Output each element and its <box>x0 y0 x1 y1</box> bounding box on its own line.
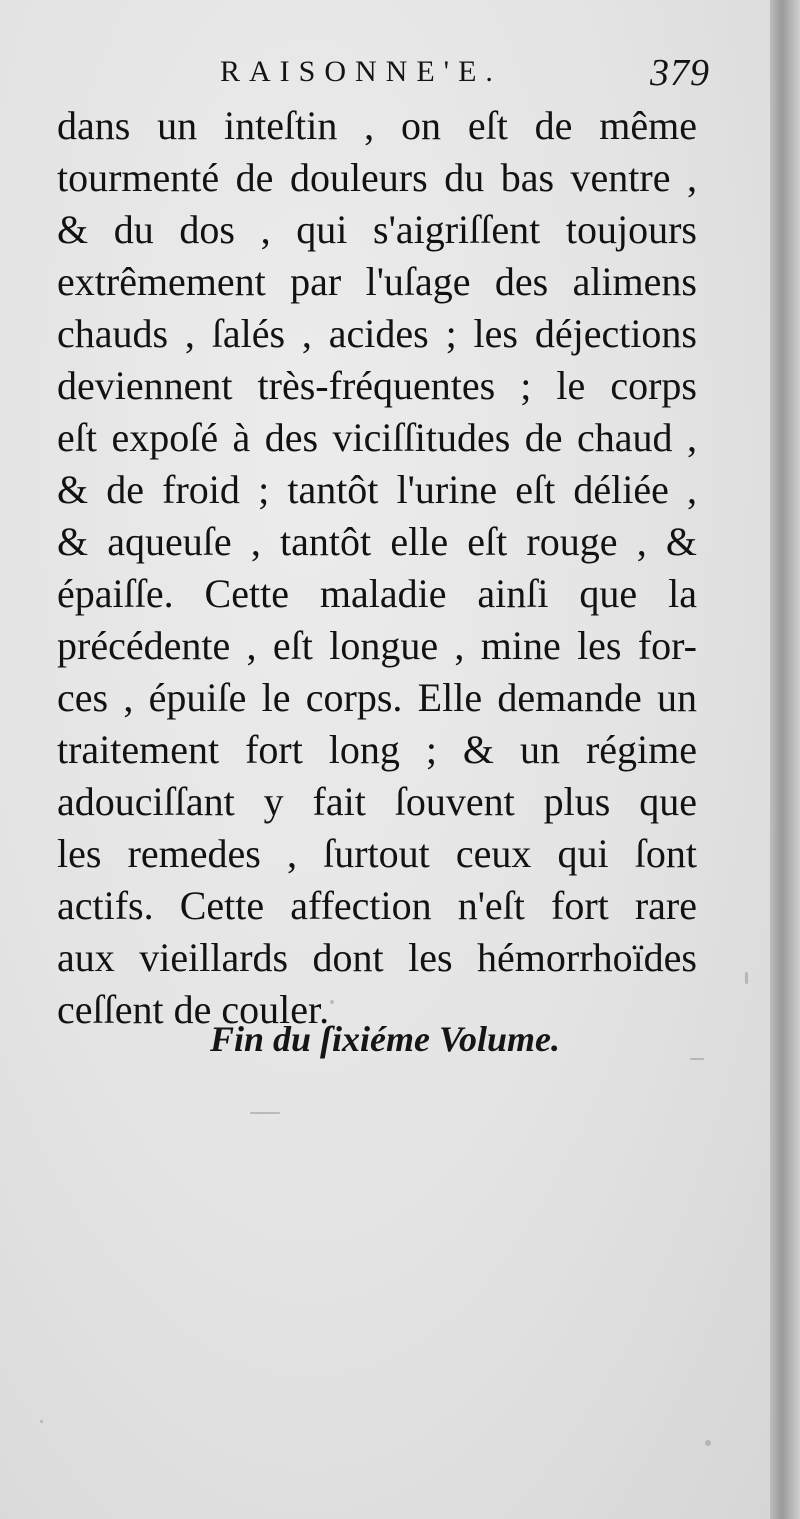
text-line: chauds , ſalés , acides ; les déjections <box>57 311 697 356</box>
text-line: épaiſſe. Cette maladie ainſi que la <box>57 571 697 616</box>
text-line: tourmenté de douleurs du bas ventre , <box>57 155 697 200</box>
text-line: adouciſſant y fait ſouvent plus que <box>57 779 697 824</box>
text-line: ces , épuiſe le corps. Elle demande un <box>57 675 697 720</box>
text-line: extrêmement par l'uſage des alimens <box>57 259 697 304</box>
text-line: dans un inteſtin , on eſt de même <box>57 103 697 148</box>
text-line: eſt expoſé à des viciſſitudes de chaud , <box>57 415 697 460</box>
text-line: précédente , eſt longue , mine les for- <box>57 623 697 668</box>
paper-speck <box>250 1112 280 1114</box>
body-text <box>57 100 697 1036</box>
text-line: traitement fort long ; & un régime <box>57 727 697 772</box>
paper-speck <box>40 1420 43 1423</box>
paper-speck <box>690 1058 704 1060</box>
text-line: actifs. Cette affection n'eſt fort rare <box>57 883 697 928</box>
page-edge <box>770 0 800 1519</box>
paper-speck <box>745 972 748 984</box>
text-line: & de froid ; tantôt l'urine eſt déliée , <box>57 467 697 512</box>
colophon: Fin du ſixiéme Volume. <box>209 1019 561 1059</box>
text-line: & du dos , qui s'aigriſſent toujours <box>57 207 697 252</box>
text-line: & aqueuſe , tantôt elle eſt rouge , & <box>57 519 697 564</box>
paper-speck <box>705 1440 711 1446</box>
text-line: aux vieillards dont les hémorrhoïdes <box>57 935 697 980</box>
text-line: les remedes , ſurtout ceux qui ſont <box>57 831 697 876</box>
text-line: ceſſent de couler. <box>57 987 330 1032</box>
text-line: deviennent très-fréquentes ; le corps <box>57 363 697 408</box>
paper-speck <box>330 1000 334 1004</box>
page-number: 379 <box>650 52 710 94</box>
running-head <box>220 52 720 95</box>
running-title: RAISONNE'E. <box>220 55 502 88</box>
